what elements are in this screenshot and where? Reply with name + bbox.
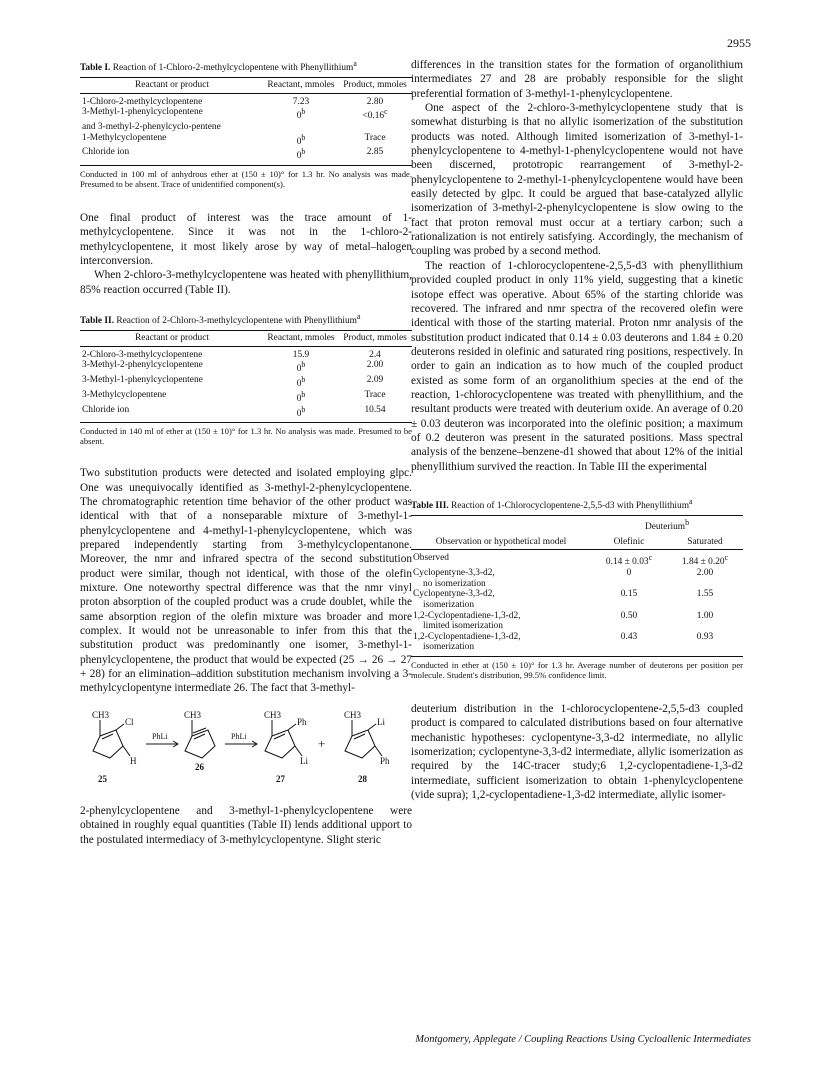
cell-reactant: 15.9	[292, 349, 310, 360]
reaction-scheme	[80, 708, 410, 796]
table-row	[411, 550, 743, 568]
footer-authors: Montgomery, Applegate	[415, 1034, 516, 1045]
cell-name: Chloride ion	[80, 405, 264, 423]
reaction-arrow	[146, 741, 178, 747]
cell-product: 10.54	[338, 405, 412, 423]
table-row	[80, 93, 412, 107]
cell-name: 2-Chloro-3-methylcyclopentene	[82, 349, 203, 360]
footer-title: Coupling Reactions Using Cycloallenic Intermediates	[524, 1034, 751, 1045]
group-label: Deuterium	[644, 522, 686, 533]
cell-reactant	[264, 390, 338, 405]
footnote-mark: b	[685, 518, 689, 528]
caption-text: Reaction of 2-Chloro-3-methylcyclopentene with Phenyllithium	[116, 316, 357, 327]
table-row	[80, 133, 412, 148]
cell-saturated	[667, 550, 743, 568]
page-number: 2955	[727, 36, 751, 50]
left-column	[80, 58, 412, 847]
table-row	[411, 632, 743, 657]
cell-reactant	[264, 375, 338, 390]
table-1	[80, 58, 412, 189]
value: 0	[296, 151, 302, 162]
reagent-label: PhLi	[231, 731, 247, 741]
footnote-mark: b	[301, 375, 306, 385]
cell-olefinic	[591, 550, 667, 568]
footnote-mark: b	[301, 404, 306, 414]
cell-name: 3-Methyl-1-phenylcyclopentene	[82, 107, 203, 118]
phenyl-label: Ph	[297, 716, 307, 727]
methyl-label: CH3	[184, 709, 202, 720]
caption-text: Reaction of 1-Chlorocyclopentene-2,5,5-d3 with Phenyllithium	[451, 501, 690, 512]
table-row	[80, 122, 412, 133]
cell-product: 2.85	[338, 147, 412, 165]
cell-name: Chloride ion	[80, 147, 264, 165]
value: 1.84 ± 0.20	[681, 557, 725, 568]
value: 0	[296, 394, 302, 404]
header-cell: Reactant, mmoles	[264, 78, 338, 94]
cell-name: 1-Chloro-2-methylcyclopentene	[82, 96, 203, 107]
cell-reactant	[264, 405, 338, 423]
paragraph: Two substitution products were detected and isolated employing glpc. One was unequivocally identified as 3-methyl-2-phenylcyclopentene. The chromatographic retention time behavior of the other product was identical with that of a nonseparable mixture of 3-methyl-1-phenylcyclopentene and 4-methyl-1-phenylcyclopentene, which was prepared independently starting from 3-methylcyclopentanone. Moreover, the nmr and infrared spectra of the second substitution product were similar, though not identical, with those of the olefin mixture. One noteworthy spectral difference was that the nmr vinyl proton absorption of the coupled product was a crude doublet, while the same absorption region of the olefin mixture was broader and more complex. It would not be unreasonable to infer from this that the substitution product was predominantly one isomer, 3-methyl-1-phenylcyclopentene, the product that would be expected (25 → 26 → 27 + 28) for an elimination–addition substitution mechanism involving a 3-methylcyclopentyne intermediate 26. The fact that 3-methyl-	[80, 467, 412, 695]
cell-product: 2.80	[366, 96, 384, 107]
model-sub: isomerization	[423, 642, 475, 653]
compound-number-25: 25	[98, 773, 107, 784]
cell-product: Trace	[364, 389, 386, 400]
cell-name: and 3-methyl-2-phenylcyclo-pentene	[82, 122, 221, 133]
cell-product: Trace	[364, 132, 386, 143]
compound-number-28: 28	[358, 773, 367, 784]
model-name: Cyclopentyne-3,3-d2,	[413, 589, 495, 600]
methyl-label: CH3	[264, 709, 282, 720]
table-row	[80, 360, 412, 375]
cell-saturated: 1.00	[696, 610, 714, 621]
value: 0	[296, 111, 302, 122]
cell-name: 3-Methyl-1-phenylcyclopentene	[82, 375, 203, 386]
value: 0.14 ± 0.03	[605, 557, 649, 568]
cell-reactant: 7.23	[292, 96, 310, 107]
lithium-label: Li	[300, 755, 308, 766]
footnote-mark: b	[301, 360, 306, 370]
plus-sign: +	[318, 735, 326, 751]
paragraph: differences in the transition states for the formation of organolithium intermediates 27 and 28 are probably responsible for the slight preferential formation of 3-methyl-1-phenylcyclopentene.	[411, 59, 743, 100]
header-cell: Reactant or product	[80, 331, 264, 347]
cell-name	[411, 589, 591, 610]
cell-product: 2.4	[369, 349, 381, 360]
table-row	[411, 611, 743, 632]
table-3-caption	[411, 496, 743, 512]
cell-olefinic: 0.43	[591, 632, 667, 657]
header-group	[591, 516, 743, 535]
cell-name	[411, 632, 591, 657]
cell-name: 3-Methyl-2-phenylcyclopentene	[82, 360, 203, 371]
chloro-label: Cl	[125, 716, 134, 727]
model-sub: isomerization	[423, 599, 475, 610]
model-name: 1,2-Cyclopentadiene-1,3-d2,	[413, 610, 521, 621]
methyl-label: CH3	[92, 709, 110, 720]
cell-saturated: 2.00	[696, 568, 714, 579]
cell-name: 3-Methylcyclopentene	[82, 389, 167, 400]
cell-name: Observed	[413, 553, 449, 564]
cell-product	[338, 122, 412, 133]
compound-number-27: 27	[276, 773, 285, 784]
table-1-footnote: Conducted in 100 ml of anhydrous ether at (150 ± 10)° for 1.3 hr. No analysis was made. Presumed to be absent. Trace of unidentified component(s).	[80, 169, 412, 190]
compound-number-26: 26	[195, 761, 204, 772]
table-row	[80, 107, 412, 122]
table-2-footnote: Conducted in 140 ml of ether at (150 ± 10)° for 1.3 hr. No analysis was made. Presumed to be absent.	[80, 426, 412, 447]
caption-sup: a	[689, 496, 693, 506]
cell-product: 2.00	[366, 360, 384, 371]
footnote-mark: b	[301, 389, 306, 399]
caption-label: Table II.	[80, 316, 115, 327]
hydrogen-label: H	[130, 755, 137, 766]
model-name: 1,2-Cyclopentadiene-1,3-d2,	[413, 631, 521, 642]
table-1-caption	[80, 58, 412, 74]
value: 0	[296, 364, 302, 375]
model-sub: no isomerization	[423, 578, 486, 589]
header-cell: Observation or hypothetical model	[411, 516, 591, 550]
table-row	[411, 589, 743, 610]
cell-name	[411, 568, 591, 589]
header-cell: Reactant or product	[80, 78, 264, 94]
footnote-mark: b	[301, 107, 306, 117]
model-name: Cyclopentyne-3,3-d2,	[413, 568, 495, 579]
compound-26-structure	[185, 720, 215, 758]
cell-reactant	[264, 122, 338, 133]
scheme-drawing	[80, 708, 410, 796]
reagent-label: PhLi	[152, 731, 168, 741]
right-column	[411, 58, 743, 802]
cell-olefinic: 0	[626, 568, 632, 579]
phenyl-label: Ph	[380, 755, 390, 766]
footnote-mark: c	[648, 553, 653, 563]
table-3-grid	[411, 515, 743, 657]
header-cell: Reactant, mmoles	[264, 331, 338, 347]
table-row	[411, 568, 743, 589]
methyl-label: CH3	[344, 709, 362, 720]
footnote-mark: c	[384, 107, 388, 117]
lithium-label: Li	[377, 716, 385, 727]
header-cell: Product, mmoles	[338, 331, 412, 347]
table-row	[80, 375, 412, 390]
table-row	[80, 405, 412, 423]
table-3-footnote: Conducted in ether at (150 ± 10)° for 1.3 hr. Average number of deuterons per position per molecule. Student's distribution, 99.5% confidence limit.	[411, 659, 743, 680]
value: <0.16	[362, 111, 385, 122]
value: 0	[296, 408, 302, 419]
cell-name: 1-Methylcyclopentene	[82, 132, 167, 143]
cell-product: 2.09	[366, 375, 384, 386]
footer-separator: /	[518, 1034, 522, 1045]
value: 0	[296, 379, 302, 390]
cell-product	[338, 107, 412, 122]
footnote-mark: b	[301, 147, 306, 157]
caption-sup: a	[356, 312, 361, 322]
caption-label: Table I.	[80, 63, 111, 74]
model-sub: limited isomerization	[423, 621, 503, 632]
paragraph: deuterium distribution in the 1-chlorocyclopentene-2,5,5-d3 coupled product is compared to calculated distributions based on four alternative mechanistic hypotheses: cyclopentyne-3,3-d2 intermediate, no allylic isomerization; cyclopentyne-3,3-d2 intermediate, allylic isomerization as required by the 14C-tracer study;6 1,2-cyclopentadiene-1,3-d2 intermediate, sufficient isomerization to obtain 1-phenylcyclopentene (vide supra); 1,2-cyclopentadiene-1,3-d2 intermediate, allylic isomer-	[411, 702, 743, 801]
header-cell: Olefinic	[591, 535, 667, 550]
footnote-mark: b	[301, 132, 306, 142]
cell-reactant	[264, 360, 338, 375]
reaction-arrow	[225, 741, 257, 747]
paragraph: The reaction of 1-chlorocyclopentene-2,5,5-d3 with phenyllithium provided coupled product in only 11% yield, suggesting that a kinetic isotope effect was operative. About 65% of the starting chloride was recovered. The infrared and nmr spectra of the recovered olefin were identical with those of the starting material. Proton nmr analysis of the substitution product indicated that 0.14 ± 0.03 deuterons and 1.84 ± 0.20 deuterons resided in olefinic and saturated ring positions, respectively. In order to gain an indication as to how much of the coupled product existed as some form of an organolithium species at the end of the reaction, 1-chlorocyclopentene was treated with phenyllithium, and the resultant products were treated with deuterium oxide. An average of 0.20 ± 0.03 deuteron was incorporated into the olefinic position; a maximum of 0.2 deuteron was present in the saturated positions. Mass spectral analysis of the benzene–benzene-d1 showed that about 12% of the initial phenyllithium survived the reaction. In Table III the experimental	[411, 259, 743, 473]
cell-olefinic: 0.15	[620, 589, 638, 600]
cell-olefinic: 0.50	[620, 610, 638, 621]
header-cell: Saturated	[667, 535, 743, 550]
page-footer	[80, 1034, 751, 1045]
cell-name	[411, 611, 591, 632]
cell-saturated: 1.55	[696, 589, 714, 600]
paragraph: One aspect of the 2-chloro-3-methylcyclopentene study that is somewhat disturbing is that no allylic isomerization of the substitution products was noted. Although limited isomerization of 3-methyl-1-phenylcyclopentene to 4-methyl-1-phenylcyclopentene would not have been discerned, prototropic rearrangement of 3-methyl-2-phenylcyclopentene to 2-methyl-1-phenylcyclopentene would have been easily detected by glpc. It could be argued that base-catalyzed allylic isomerization of 3-methyl-2-phenylcyclopentene is slow owing to the fact that proton removal must occur at a tertiary carbon; such a rationalization is not entirely satisfying. Accordingly, the mechanism of coupling was probed by a second method.	[411, 102, 743, 258]
cell-reactant	[264, 107, 338, 122]
table-3	[411, 496, 743, 680]
caption-text: Reaction of 1-Chloro-2-methylcyclopentene with Phenyllithium	[112, 63, 354, 74]
cell-reactant	[264, 147, 338, 165]
cell-reactant	[264, 133, 338, 148]
caption-sup: a	[353, 59, 357, 68]
header-cell: Product, mmoles	[338, 78, 412, 94]
table-row	[80, 346, 412, 360]
value: 0	[296, 136, 302, 147]
footnote-mark: c	[724, 553, 729, 563]
table-1-grid	[80, 77, 412, 166]
cell-saturated: 0.93	[667, 632, 743, 657]
table-2	[80, 311, 412, 446]
paragraph: 2-phenylcyclopentene and 3-methyl-1-phenylcyclopentene were obtained in roughly equal quantities (Table II) lends additional upport to the postulated intermediacy of 3-methylcyclopentyne. Slight steric	[80, 804, 412, 846]
table-row	[80, 390, 412, 405]
table-row	[80, 147, 412, 165]
paragraph: When 2-chloro-3-methylcyclopentene was heated with phenyllithium, 85% reaction occurred (Table II).	[80, 269, 412, 296]
table-2-caption	[80, 311, 412, 327]
paragraph: One final product of interest was the trace amount of 1-methylcyclopentene. Since it was not in the 1-chloro-2-methylcyclopentene, it most likely arose by way of metal–halogen interconversion.	[80, 212, 412, 268]
caption-label: Table III.	[411, 501, 449, 512]
table-2-grid	[80, 330, 412, 423]
